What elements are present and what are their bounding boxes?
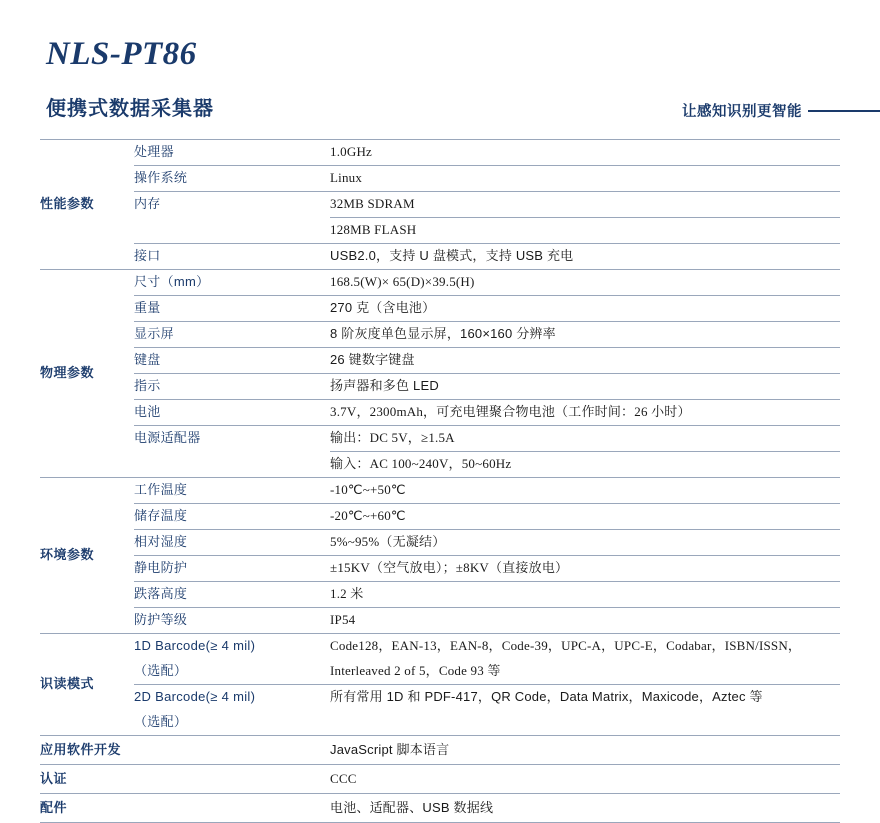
category-label: 识读模式	[40, 634, 134, 736]
spec-value: 128MB FLASH	[330, 218, 840, 244]
table-row	[40, 710, 840, 736]
spec-value: 168.5(W)× 65(D)×39.5(H)	[330, 270, 840, 296]
table-row	[40, 530, 840, 556]
category-label: 认证	[40, 765, 330, 794]
spec-name: 尺寸（mm）	[134, 270, 330, 296]
document-header	[0, 0, 880, 128]
spec-value: 输出：DC 5V，≥1.5A	[330, 426, 840, 452]
spec-value: CCC	[330, 765, 840, 794]
table-row	[40, 374, 840, 400]
table-row	[40, 166, 840, 192]
table-row	[40, 582, 840, 608]
table-row	[40, 765, 840, 794]
table-row	[40, 348, 840, 374]
table-row	[40, 192, 840, 218]
table-row	[40, 478, 840, 504]
spec-name: 接口	[134, 244, 330, 270]
table-row	[40, 634, 840, 660]
spec-name: （选配）	[134, 710, 330, 736]
spec-name: 重量	[134, 296, 330, 322]
spec-value: -10℃~+50℃	[330, 478, 840, 504]
specifications-table	[40, 139, 840, 823]
table-row	[40, 452, 840, 478]
table-row	[40, 322, 840, 348]
spec-value: IP54	[330, 608, 840, 634]
page-subtitle: 便携式数据采集器	[46, 98, 214, 120]
table-row	[40, 504, 840, 530]
spec-name	[134, 218, 330, 244]
spec-value: 8 阶灰度单色显示屏，160×160 分辨率	[330, 322, 840, 348]
table-row	[40, 244, 840, 270]
table-row	[40, 270, 840, 296]
spec-value	[330, 710, 840, 736]
brand-slogan: 让感知识别更智能	[682, 104, 802, 120]
spec-name: 2D Barcode(≥ 4 mil)	[134, 689, 256, 705]
category-label: 环境参数	[40, 478, 134, 634]
category-label: 应用软件开发	[40, 736, 330, 765]
spec-name: 键盘	[134, 348, 330, 374]
table-row	[40, 218, 840, 244]
spec-name: （选配）	[134, 659, 330, 685]
spec-value: 3.7V，2300mAh，可充电锂聚合物电池（工作时间：26 小时）	[330, 400, 840, 426]
table-row	[40, 296, 840, 322]
spec-value: JavaScript 脚本语言	[330, 736, 840, 765]
spec-name: 指示	[134, 374, 330, 400]
spec-name: 工作温度	[134, 478, 330, 504]
spec-value: ±15KV（空气放电）；±8KV（直接放电）	[330, 556, 840, 582]
table-row	[40, 400, 840, 426]
spec-name: 防护等级	[134, 608, 330, 634]
table-row	[40, 685, 840, 711]
table-row	[40, 736, 840, 765]
spec-name: 跌落高度	[134, 582, 330, 608]
spec-value: Interleaved 2 of 5，Code 93 等	[330, 659, 840, 685]
page-title: NLS-PT86	[46, 36, 197, 72]
spec-value: USB2.0，支持 U 盘模式，支持 USB 充电	[330, 244, 840, 270]
spec-value: 32MB SDRAM	[330, 192, 840, 218]
spec-name: 显示屏	[134, 322, 330, 348]
spec-value: -20℃~+60℃	[330, 504, 840, 530]
spec-value: 所有常用 1D 和 PDF-417，QR Code，Data Matrix，Maxicode，Aztec 等	[330, 689, 763, 705]
spec-value: 5%~95%（无凝结）	[330, 530, 840, 556]
table-row	[40, 556, 840, 582]
spec-name: 操作系统	[134, 166, 330, 192]
slogan-rule	[808, 110, 880, 112]
spec-name: 电池	[134, 400, 330, 426]
category-label: 性能参数	[40, 140, 134, 270]
spec-name: 处理器	[134, 140, 330, 166]
spec-value: 扬声器和多色 LED	[330, 374, 840, 400]
spec-name: 静电防护	[134, 556, 330, 582]
spec-value: 电池、适配器、USB 数据线	[330, 794, 840, 823]
spec-value: 270 克（含电池）	[330, 296, 840, 322]
spec-name: 相对湿度	[134, 530, 330, 556]
category-label: 物理参数	[40, 270, 134, 478]
table-row	[40, 140, 840, 166]
spec-value: 1.2 米	[330, 582, 840, 608]
spec-value: Code128，EAN-13，EAN-8，Code-39，UPC-A，UPC-E，Codabar，ISBN/ISSN，	[330, 638, 802, 654]
spec-value: 输入：AC 100~240V，50~60Hz	[330, 452, 840, 478]
table-row	[40, 426, 840, 452]
spec-name: 1D Barcode(≥ 4 mil)	[134, 638, 256, 654]
category-label: 配件	[40, 794, 330, 823]
spec-value: Linux	[330, 166, 840, 192]
spec-name: 电源适配器	[134, 430, 201, 446]
spec-name: 内存	[134, 196, 161, 212]
table-row	[40, 659, 840, 685]
table-row	[40, 608, 840, 634]
spec-value: 1.0GHz	[330, 140, 840, 166]
spec-name	[134, 452, 330, 478]
table-row	[40, 794, 840, 823]
spec-name: 储存温度	[134, 504, 330, 530]
spec-value: 26 键数字键盘	[330, 348, 840, 374]
